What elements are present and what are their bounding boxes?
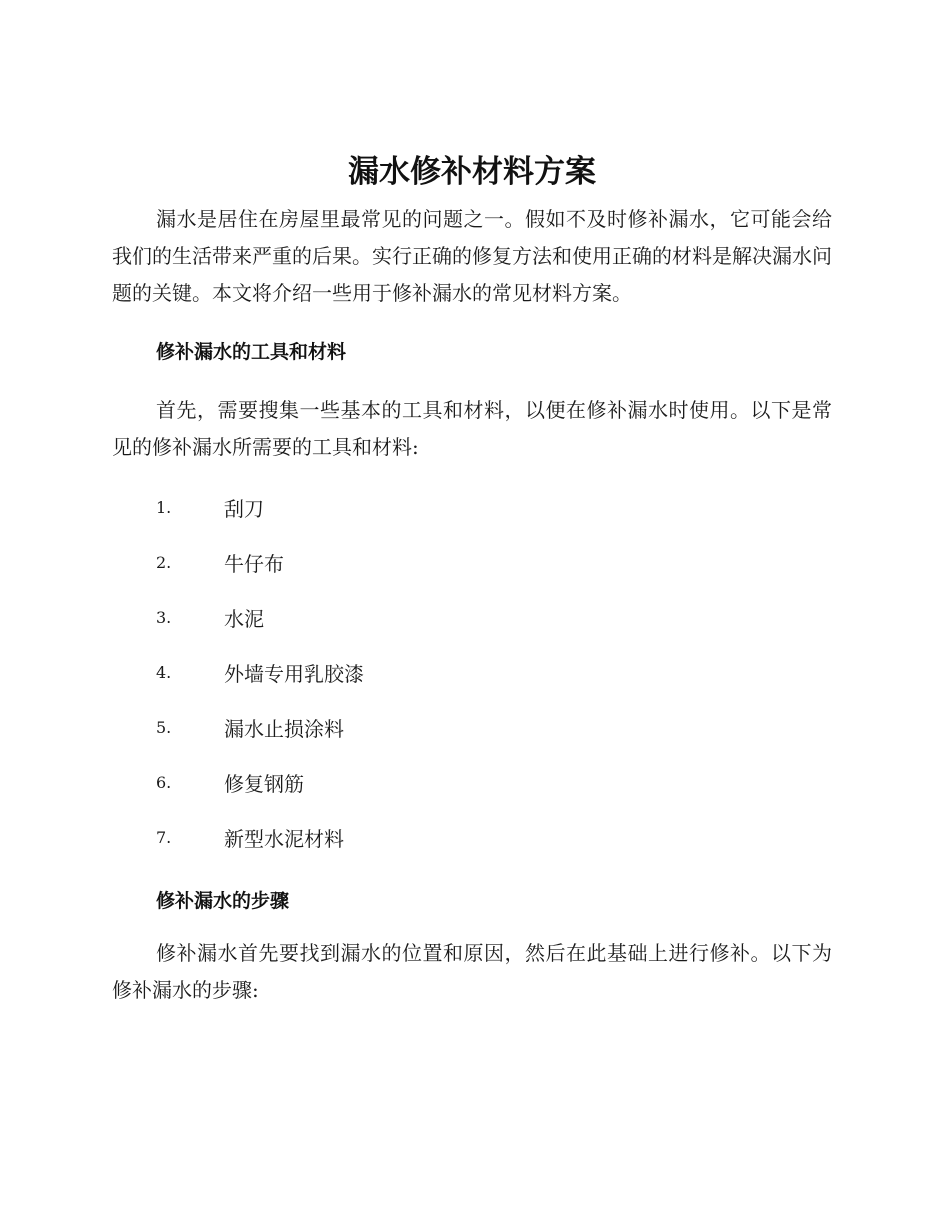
- list-item-text: 修复钢筋: [224, 772, 304, 796]
- list-item-text: 刮刀: [224, 497, 264, 521]
- list-item-number: 4.: [156, 663, 172, 682]
- document-page: [112, 148, 832, 1009]
- tools-list: [112, 480, 832, 865]
- list-item-number: 2.: [156, 553, 172, 572]
- list-item-number: 1.: [156, 498, 172, 517]
- list-item: [112, 535, 832, 590]
- list-item-text: 漏水止损涂料: [224, 717, 344, 741]
- list-item-number: 3.: [156, 608, 172, 627]
- intro-paragraph: 漏水是居住在房屋里最常见的问题之一。假如不及时修补漏水，它可能会给我们的生活带来严重的后果。实行正确的修复方法和使用正确的材料是解决漏水问题的关键。本文将介绍一些用于修补漏水的常见材料方案。: [112, 207, 832, 305]
- steps-paragraph: 修补漏水首先要找到漏水的位置和原因，然后在此基础上进行修补。以下为修补漏水的步骤:: [112, 941, 832, 1002]
- list-item-number: 7.: [156, 828, 172, 847]
- list-item: [112, 645, 832, 700]
- document-title: 漏水修补材料方案: [348, 154, 596, 190]
- list-item: [112, 590, 832, 645]
- list-item: [112, 700, 832, 755]
- list-item-number: 6.: [156, 773, 172, 792]
- list-item-text: 新型水泥材料: [224, 827, 344, 851]
- list-item-text: 牛仔布: [224, 552, 284, 576]
- section-heading-tools: 修补漏水的工具和材料: [156, 341, 347, 363]
- list-item-text: 水泥: [224, 607, 264, 631]
- list-item: [112, 480, 832, 535]
- tools-paragraph: 首先，需要搜集一些基本的工具和材料，以便在修补漏水时使用。以下是常见的修补漏水所需要的工具和材料:: [112, 398, 832, 459]
- list-item-text: 外墙专用乳胶漆: [224, 662, 364, 686]
- list-item-number: 5.: [156, 718, 172, 737]
- section-heading-steps: 修补漏水的步骤: [156, 890, 290, 912]
- list-item: [112, 755, 832, 810]
- list-item: [112, 810, 832, 865]
